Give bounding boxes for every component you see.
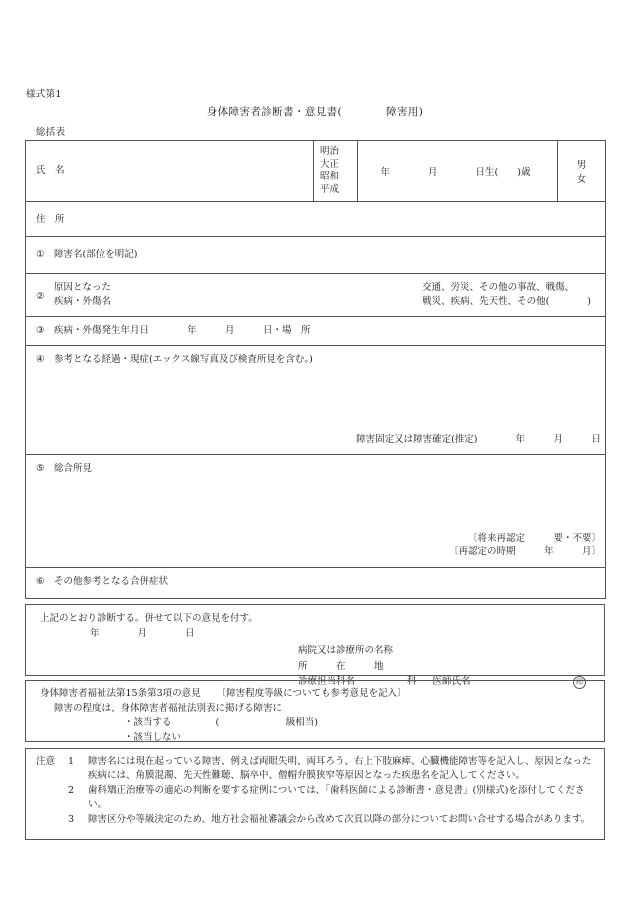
- address-label: 住 所: [36, 214, 65, 226]
- era-taisho[interactable]: 大正: [320, 158, 340, 170]
- table-row-address: [26, 202, 606, 237]
- notes-label: 注意: [36, 756, 56, 767]
- row-number-4: ④: [36, 354, 45, 366]
- row-number-6: ⑥: [36, 576, 45, 588]
- note-text-2: 歯科矯正治療等の適応の判断を要する症例については、「歯科医師による診断書・意見書」(別様式)を添付してください。: [88, 784, 585, 811]
- note-item: [36, 813, 592, 828]
- main-form-table: [25, 140, 606, 599]
- notes-block: [25, 748, 605, 840]
- sex-cell[interactable]: [558, 141, 606, 202]
- name-cell[interactable]: [26, 141, 314, 202]
- row-number-2: ②: [36, 291, 45, 303]
- era-cell[interactable]: [314, 141, 358, 202]
- table-row-findings: [26, 455, 606, 568]
- opinion-heading-note: 〔障害程度等級についても参考意見を記入〕: [216, 688, 407, 699]
- disability-name-label: 障害名(部位を明記): [54, 249, 138, 261]
- note-item: [36, 755, 592, 784]
- note-item: [36, 784, 592, 813]
- seal-icon: 印: [573, 676, 586, 689]
- complications-cell[interactable]: [26, 568, 606, 599]
- onset-label: 疾病・外傷発生年月日 年 月 日・場 所: [54, 325, 311, 337]
- cause-label-line1: 原因となった: [54, 282, 112, 294]
- department-label: 診療担当科名: [298, 675, 356, 687]
- sex-label: 男 女: [576, 160, 608, 186]
- birthdate-cell[interactable]: [358, 141, 558, 202]
- findings-cell[interactable]: [26, 455, 606, 568]
- table-row-disability-name: [26, 237, 606, 274]
- title-suffix: 障害用): [386, 106, 424, 118]
- doctor-name-label: 医師氏名: [432, 675, 471, 687]
- opinion-heading: 身体障害者福祉法第15条第3項の意見: [40, 688, 201, 699]
- table-row-onset: [26, 317, 606, 346]
- opinion-block: [25, 680, 605, 742]
- form-number: 様式第1: [26, 89, 62, 100]
- opinion-option-not-applicable[interactable]: ・該当しない: [124, 732, 182, 744]
- department-suffix: 科: [407, 675, 417, 687]
- diagnosis-statement: 上記のとおり診断する。併せて以下の意見を付す。: [40, 613, 258, 624]
- name-label: 氏 名: [36, 165, 65, 176]
- table-row-cause: [26, 274, 606, 317]
- hospital-name-label[interactable]: 病院又は診療所の名称: [298, 645, 394, 657]
- findings-label: 総合所見: [54, 463, 93, 475]
- table-row-course: [26, 346, 606, 455]
- note-number-1: 1: [68, 756, 75, 767]
- cause-options-line1[interactable]: 交通、労災、その他の事故、戦傷、: [422, 282, 575, 294]
- era-meiji[interactable]: 明治: [320, 146, 340, 157]
- row-number-3: ③: [36, 325, 45, 337]
- disability-name-cell[interactable]: [26, 237, 606, 274]
- opinion-grade-field[interactable]: ( 級相当): [215, 717, 318, 729]
- address-cell[interactable]: [26, 202, 606, 237]
- birthdate-label: 年 月 日生( )歳: [380, 167, 531, 179]
- summary-table-label: 総括表: [36, 127, 66, 138]
- opinion-heading-row: [40, 687, 594, 702]
- page-title: [0, 104, 630, 119]
- recertification-date[interactable]: 〔再認定の時期 年 月〕: [448, 546, 601, 558]
- title-prefix: 身体障害者診断書・意見書(: [206, 106, 343, 118]
- onset-cell[interactable]: [26, 317, 606, 346]
- fixation-date-label[interactable]: 障害固定又は障害確定(推定) 年 月 日: [356, 434, 601, 446]
- opinion-line2: 障害の程度は、身体障害者福祉法別表に掲げる障害に: [54, 702, 283, 714]
- row-number-1: ①: [36, 249, 45, 261]
- era-heisei[interactable]: 平成: [320, 183, 340, 195]
- course-cell[interactable]: [26, 346, 606, 455]
- hospital-address-label[interactable]: 所 在 地: [298, 660, 384, 672]
- diagnosis-date[interactable]: 年 月 日: [90, 627, 195, 639]
- recertification-needed[interactable]: 〔将来再認定 要・不要〕: [467, 532, 601, 544]
- table-row-complications: [26, 568, 606, 599]
- note-number-2: 2: [68, 784, 75, 796]
- note-number-3: 3: [68, 813, 75, 825]
- table-row-name: [26, 141, 606, 202]
- cause-cell[interactable]: [26, 274, 606, 317]
- opinion-option1-label: ・該当する: [124, 717, 172, 729]
- row-number-5: ⑤: [36, 463, 45, 475]
- note-text-3: 障害区分や等級決定のため、地方社会福祉審議会から改めて次頁以降の部分についてお問い合せする場合があります。: [88, 813, 591, 825]
- note-text-1: 障害名には現在起っている障害、例えば両眼失明、両耳ろう、右上下肢麻痺、心臓機能障害等を記入し、原因となった疾病には、角膜混濁、先天性難聴、脳卒中、僧帽弁膜狭窄等原因となった疾患名を記入してください。: [88, 756, 592, 782]
- course-label: 参考となる経過・現症(エックス線写真及び検査所見を含む。): [54, 354, 313, 366]
- opinion-option-applicable[interactable]: [40, 716, 594, 731]
- era-showa[interactable]: 昭和: [320, 171, 340, 183]
- cause-options-line2[interactable]: 戦災、疾病、先天性、その他( ): [422, 296, 591, 308]
- cause-label-line2: 疾病・外傷名: [54, 295, 112, 307]
- diagnosis-block: [25, 604, 605, 687]
- complications-label: その他参考となる合併症状: [54, 576, 169, 588]
